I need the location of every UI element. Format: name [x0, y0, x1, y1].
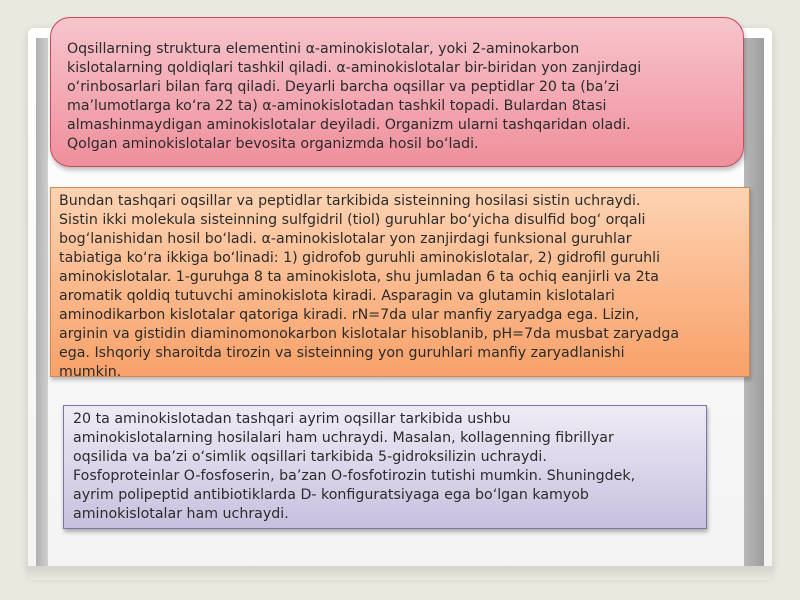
paragraph-line: almashinmaydigan aminokislotalar deyiladi. Organizm ularni tashqaridan oladi. — [67, 117, 631, 133]
paragraph-line: aminodikarbon kislotalar qatoriga kiradi. rN=7da ular manfiy zaryadga ega. Lizin, — [59, 307, 640, 323]
paragraph-line: mumkin. — [59, 364, 122, 380]
paragraph-line: aromatik qoldiq tutuvchi aminokislota kiradi. Asparagin va glutamin kislotalari — [59, 288, 615, 304]
text-box-orange — [50, 187, 750, 380]
paragraph-line: bog‘lanishidan hosil bo‘ladi. α-aminokislotalar yon zanjirdagi funksional guruhlar — [59, 231, 632, 247]
text-box-lavender — [63, 405, 707, 529]
paragraph-line: aminokislotalarning hosilalari ham uchraydi. Masalan, kollagenning fibrillyar — [73, 430, 614, 446]
paragraph-line: Bundan tashqari oqsillar va peptidlar tarkibida sisteinning hosilasi sistin uchraydi. — [59, 193, 641, 209]
paragraph-line: ayrim polipeptid antibiotiklarda D- konfiguratsiyaga ega bo‘lgan kamyob — [73, 487, 589, 503]
paragraph-line: Sistin ikki molekula sisteinning sulfgidril (tiol) guruhlar bo‘yicha disulfid bog‘ orqali — [59, 212, 646, 228]
slide-bottom-shadow — [28, 566, 772, 580]
paragraph-line: tabiatiga ko‘ra ikkiga bo‘linadi: 1) gidrofob guruhli aminokislotalar, 2) gidrofil guruhli — [59, 250, 661, 266]
paragraph-line: aminokislotalar. 1-guruhga 8 ta aminokislota, shu jumladan 6 ta ochiq eanjirli va 2ta — [59, 269, 659, 285]
paragraph-line: ega. Ishqoriy sharoitda tirozin va sisteinning yon guruhlari manfiy zaryadlanishi — [59, 345, 625, 361]
paragraph-line: o‘rinbosarlari bilan farq qiladi. Deyarli barcha oqsillar va peptidlar 20 ta (ba’zi — [67, 79, 620, 95]
text-box-pink — [50, 17, 744, 167]
slide-left-bar — [36, 38, 48, 568]
paragraph-line: Fosfoproteinlar O-fosfoserin, ba’zan O-fosfotirozin tutishi mumkin. Shuningdek, — [73, 468, 636, 484]
paragraph-line: ma’lumotlarga ko‘ra 22 ta) α-aminokislotadan tashkil topadi. Bulardan 8tasi — [67, 98, 607, 114]
paragraph-line: kislotalarning qoldiqlari tashkil qiladi. α-aminokislotalar bir-biridan yon zanjirdagi — [67, 60, 642, 76]
paragraph-line: Qolgan aminokislotalar bevosita organizmda hosil bo‘ladi. — [67, 136, 479, 152]
paragraph-line: aminokislotalar ham uchraydi. — [73, 506, 289, 522]
paragraph-line: arginin va gistidin diaminomonokarbon kislotalar hisoblanib, pH=7da musbat zaryadga — [59, 326, 680, 342]
paragraph-line: oqsilida va ba’zi o‘simlik oqsillari tarkibida 5-gidroksilizin uchraydi. — [73, 449, 547, 465]
paragraph-line: Oqsillarning struktura elementini α-aminokislotalar, yoki 2-aminokarbon — [67, 41, 580, 57]
paragraph-line: 20 ta aminokislotadan tashqari ayrim oqsillar tarkibida ushbu — [73, 411, 511, 427]
